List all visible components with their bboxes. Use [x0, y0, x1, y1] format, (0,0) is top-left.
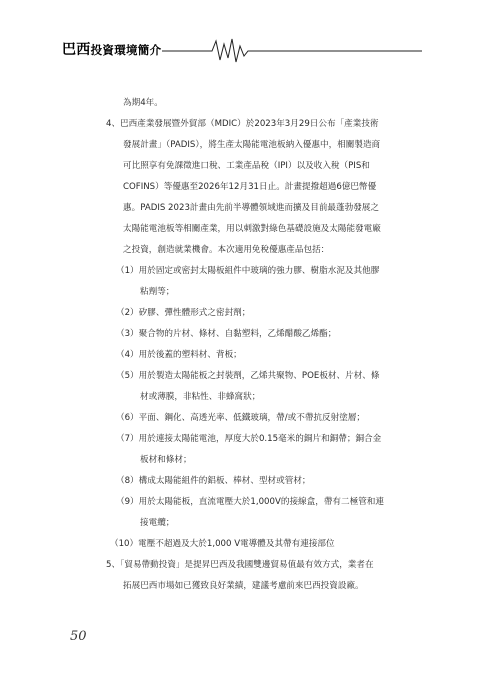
list-item-continuation: 接電纜；	[140, 518, 175, 528]
header-title-rest: 投資環境簡介	[90, 43, 162, 57]
header-title-big: 巴西	[62, 42, 91, 58]
list-item: （1）用於固定或密封太陽板組件中玻璃的強力膠、樹脂水泥及其他膠	[116, 266, 380, 276]
list-item: （3）聚合物的片材、條材、自黏塑料，乙烯醋酸乙烯酯；	[116, 329, 337, 339]
list-item-continuation: 材或薄膜，非粘性、非蜂窩狀；	[140, 392, 261, 402]
list-item: （9）用於太陽能板，直流電壓大於1,000V的接線盒，帶有二極管和連	[116, 497, 384, 507]
list-item-continuation: 粘劑等；	[140, 287, 175, 297]
body-line: 可比照享有免課徵進口稅、工業產品稅（IPI）以及收入稅（PIS和	[123, 161, 370, 171]
list-item: （5）用於製造太陽能板之封裝劑，乙烯共聚物、POE板材、片材、條	[116, 371, 380, 381]
list-item: （10）電壓不超過及大於1,000 V電導體及其帶有連接部位	[110, 539, 335, 549]
header-title	[62, 39, 161, 59]
body-line: 4、巴西產業發展暨外貿部（MDIC）於2023年3月29日公布「產業技術	[106, 119, 379, 129]
body-line: 太陽能電池板等相關產業，用以刺激對綠色基礎設施及太陽能發電廠	[123, 224, 381, 234]
body-line: COFINS）等優惠至2026年12月31日止。計畫提撥超過6億巴幣優	[123, 182, 377, 192]
list-item: （8）構成太陽能組件的鋁板、棒材、型材或管材；	[116, 476, 311, 486]
list-item: （2）矽膠、彈性體形式之密封劑；	[116, 308, 251, 318]
body-line: 拓展巴西市場如已獲致良好業績，建議考慮前來巴西投資設廠。	[123, 581, 364, 591]
running-header	[62, 36, 422, 64]
body-line: 為期4年。	[123, 98, 163, 108]
page-number: 50	[70, 629, 87, 644]
body-line: 發展計畫」（PADIS），將生產太陽能電池板納入優惠中，相關製造商	[123, 140, 381, 150]
body-line: 惠。PADIS 2023計畫由先前半導體領域進而擴及目前最蓬勃發展之	[123, 203, 379, 213]
list-item: （7）用於連接太陽能電池，厚度大於0.15毫米的銅片和銅帶；銅合金	[116, 434, 382, 444]
list-item-continuation: 板材和條材；	[140, 455, 192, 465]
body-line: 5、「貿易帶動投資」是提昇巴西及我國雙邊貿易值最有效方式，業者在	[106, 560, 374, 570]
list-item: （4）用於後蓋的塑料材、背板；	[116, 350, 242, 360]
list-item: （6）平面、鋼化、高透光率、低鐵玻璃，帶/或不帶抗反射塗層；	[116, 413, 365, 423]
body-line: 之投資，創造就業機會。本次適用免稅優惠產品包括：	[123, 245, 330, 255]
